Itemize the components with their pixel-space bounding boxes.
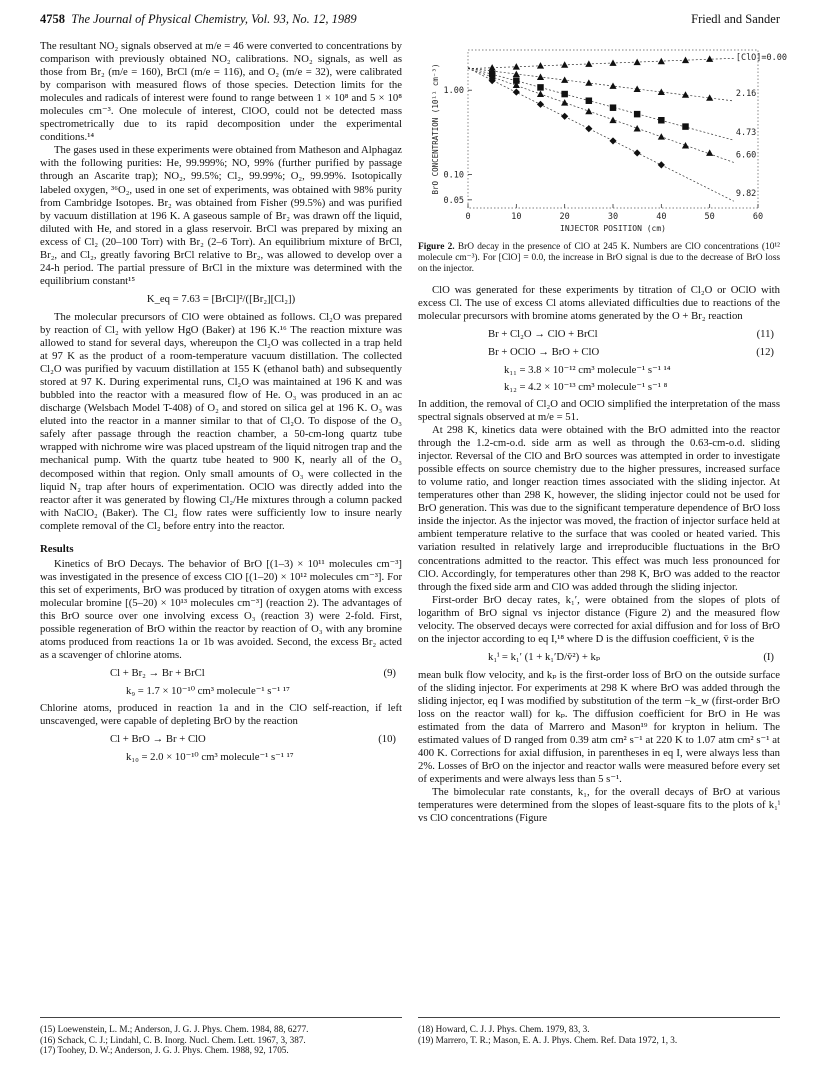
x-tick-label: 0: [465, 212, 471, 222]
fit-line: [468, 68, 734, 141]
series-label: 4.73: [735, 128, 757, 139]
series-label: 6.60: [735, 150, 757, 161]
paragraph-gases: The gases used in these experiments were obtained from Matheson and Alphagaz with the following purities: He, 99.999%; NO, 99% (further purified by passage through an Ascarite trap); NO₂, 99.5%; Cl₂, 99.99%; O₂, 99.99%. Isotopically labeled oxygen, ³⁶O₂, used in one set of experiments, was obtained with 98% purity from Cambridge Isotopes. Br₂ was obtained from Fisher (99.5%) and was purified by vacuum distillation at 196 K. A gaseous sample of Br₂ was drawn off the liquid, diluted with He, and stored in a glass reservoir. BrCl was prepared by mixing an excess of Cl₂ (20–100 Torr) with Br₂ (2–6 Torr). An equilibrium mixture of BrCl, Br₂, and Cl₂, greatly favoring BrCl relative to Br₂, was allowed to develop over a 24-h period. The partial pressure of BrCl in the mixture was determined with the equilibrium constant¹⁵: [40, 144, 402, 287]
data-point-diamond: [658, 161, 665, 168]
footnote-rule-left: [40, 1017, 402, 1018]
y-axis-label: BrO CONCENTRATION (10¹¹ cm⁻³): [431, 63, 440, 195]
equation-12: Br + OClO → BrO + ClO (12): [488, 345, 774, 358]
footnote: (17) Toohey, D. W.; Anderson, J. G. J. Phys. Chem. 1988, 92, 1705.: [40, 1045, 289, 1056]
data-point-triangle: [585, 108, 592, 114]
footnote: (19) Marrero, T. R.; Mason, E. A. J. Phys. Chem. Ref. Data 1972, 1, 3.: [418, 1034, 678, 1045]
data-point-triangle: [561, 76, 568, 82]
page-header: [40, 12, 780, 34]
paragraph-clo-generation: ClO was generated for these experiments by titration of Cl₂O or OClO with excess Cl. The use of excess Cl atoms alleviated difficulties due to reactions of the molecular precursors with bromine atoms generated by the O + Br₂ reaction: [418, 283, 780, 322]
data-point-triangle: [609, 117, 616, 123]
figure-caption: [418, 242, 780, 276]
data-point-diamond: [585, 125, 592, 132]
plot-frame: [468, 50, 758, 208]
data-point-triangle: [537, 90, 544, 96]
data-point-triangle: [585, 60, 592, 66]
series-2: [468, 68, 756, 141]
data-point-triangle: [513, 71, 520, 77]
results-heading: Results: [40, 542, 74, 555]
data-point-triangle: [634, 86, 641, 92]
footnotes-right: [418, 1024, 780, 1045]
running-authors: Friedl and Sander: [691, 12, 780, 26]
series-1: [468, 67, 756, 101]
bro-decay-chart: [418, 40, 788, 240]
data-point-square: [682, 123, 688, 129]
data-point-triangle: [561, 61, 568, 67]
data-point-square: [634, 111, 640, 117]
footnote: (16) Schack, C. J.; Lindahl, C. B. Inorg. Nucl. Chem. Lett. 1967, 3, 387.: [40, 1034, 306, 1045]
data-point-diamond: [561, 113, 568, 120]
paragraph-flow-velocity: mean bulk flow velocity, and kₚ is the first-order loss of BrO on the outside surface of the sliding injector. For experiments at 298 K where BrO was added through the sliding injector, eq I was modified by substitution of the term −k_w (first-order BrO loss on the reactor wall) for kₚ. The diffusion coefficient for BrO in He was estimated from the data of Marrero and Mason¹⁹ for krypton in helium. The estimated values of D ranged from 0.39 atm cm² s⁻¹ at 220 K to 1.07 atm cm² s⁻¹ at 400 K. Corrections for axial diffusion, in parentheses in eq I, were always less than 2%. Losses of BrO on the injector and reactor walls were measured before every set of experiments and were always less than 5 s⁻¹.: [418, 668, 780, 786]
right-column: [418, 40, 788, 825]
x-tick-label: 20: [559, 212, 570, 222]
paragraph-clo-precursors: The molecular precursors of ClO were obtained as follows. Cl₂O was prepared by reaction of Cl₂ with yellow HgO (Baker) at 196 K.¹⁶ The reaction mixture was allowed to stand for several days, whereupon the Cl₂O was collected in a trap held at 97 K as the product of a room-temperature vacuum distillation. The collected Cl₂O was purified by vacuum distillation at 155 K (ethanol bath) and subsequently stored at 97 K. During experimental runs, Cl₂O was maintained at 196 K and was bubbled into the reactor with a measured flow of He. O₃ was produced in an ac discharge (Welsbach Model T-408) of O₂ and stored on silica gel at 196 K. O₃ was eluted into the reactor in a manner similar to that of Cl₂O. To dispose of the O₃ safely after passage through the reaction chamber, a 50-cm-long quartz tube wrapped with nichrome wire was placed upstream of the liquid nitrogen trap and the mechanical pump. With the quartz tube heated to 900 K, nearly all of the O₃ decomposed within that region. Only small amounts of O₃ were collected in the liquid N₂ trap after hours of experimentation. OClO was directly added into the reactor after it was generated by flowing Cl₂/He mixtures through a column packed with NaClO₂ (Baker). The Cl₂ flow rates were sufficiently low to insure nearly complete removal of the Cl₂ before entry into the reactor.: [40, 310, 402, 532]
data-point-square: [537, 84, 543, 90]
rate-k10: k₁₀ = 2.0 × 10⁻¹⁰ cm³ molecule⁻¹ s⁻¹ ¹⁷: [126, 751, 294, 764]
data-point-square: [610, 104, 616, 110]
series-3: [468, 68, 756, 162]
equation-keq: K_eq = 7.63 = [BrCl]²/([Br₂][Cl₂]): [146, 292, 296, 305]
paragraph-bimolecular: The bimolecular rate constants, k₁, for the overall decays of BrO at various temperatures were determined from the slopes of least-square fits to the plots of k₁ⁱ vs ClO concentrations (Figure: [418, 786, 780, 825]
data-point-triangle: [609, 59, 616, 65]
data-point-diamond: [513, 88, 520, 95]
y-tick-label: 0.05: [443, 195, 464, 206]
paragraph-removal: In addition, the removal of Cl₂O and OClO simplified the interpretation of the mass spectral signals observed at m/e = 51.: [418, 397, 780, 423]
figure-2: [418, 40, 788, 240]
data-point-diamond: [609, 137, 616, 144]
y-tick-label: 1.00: [443, 86, 464, 97]
y-tick-label: 0.10: [443, 170, 464, 181]
series-label: 2.16: [735, 88, 757, 99]
data-point-triangle: [537, 74, 544, 80]
data-point-triangle: [634, 125, 641, 131]
x-axis-label: INJECTOR POSITION (cm): [560, 224, 666, 233]
data-point-triangle: [537, 62, 544, 68]
data-point-triangle: [513, 63, 520, 69]
equation-10: Cl + BrO → Br + ClO (10): [110, 733, 396, 746]
x-tick-label: 40: [656, 212, 667, 222]
data-point-diamond: [634, 149, 641, 156]
footnote-rule-right: [418, 1017, 780, 1018]
equation-9: Cl + Br₂ → Br + BrCl (9): [110, 667, 396, 680]
data-point-triangle: [634, 59, 641, 65]
rate-k9: k₉ = 1.7 × 10⁻¹⁰ cm³ molecule⁻¹ s⁻¹ ¹⁷: [126, 685, 290, 698]
left-column: [40, 40, 402, 768]
journal-title: The Journal of Physical Chemistry, Vol. 93, No. 12, 1989: [71, 12, 357, 26]
footnotes-left: [40, 1024, 402, 1056]
data-point-triangle: [561, 99, 568, 105]
series-label: 9.82: [735, 189, 757, 200]
paragraph-first-order: First-order BrO decay rates, k₁′, were obtained from the slopes of plots of logarithm of BrO signal vs injector distance (Figure 2) and the measured flow velocity. The observed decays were corrected for axial diffusion and for loss of BrO on the injector according to eq I,¹⁸ where D is the diffusion coefficient, v̄ is the: [418, 593, 780, 645]
caption-label: Figure 2.: [418, 242, 455, 252]
paragraph-no2-calibration: The resultant NO₂ signals observed at m/e = 46 were converted to concentrations by comparison with previously obtained NO₂ calibrations. NO₂ signals, as well as those from Br₂ (m/e = 160), BrCl (m/e = 116), and O₂ (m/e = 32), were calibrated by comparison with measured flows of those species. Detection limits for the molecules and radicals of interest were found to range between 1 × 10⁸ and 5 × 10⁸ molecules cm⁻³. One molecule of interest, ClOO, could not be detected mass spectrometrically due to its rapid decomposition under the experimental conditions.¹⁴: [40, 40, 402, 144]
data-point-triangle: [609, 82, 616, 88]
rate-k12: k₁₂ = 4.2 × 10⁻¹³ cm³ molecule⁻¹ s⁻¹ ⁸: [504, 380, 668, 393]
caption-text: BrO decay in the presence of ClO at 245 K. Numbers are ClO concentrations (10¹² molecule cm⁻³). For [ClO] = 0.0, the increase in BrO signal is due to the decrease of BrO loss on the injector.: [418, 242, 780, 275]
rate-k11: k₁₁ = 3.8 × 10⁻¹² cm³ molecule⁻¹ s⁻¹ ¹⁴: [504, 363, 671, 376]
x-tick-label: 50: [704, 212, 715, 222]
page-number: 4758: [40, 12, 65, 26]
paragraph-298k: At 298 K, kinetics data were obtained with the BrO admitted into the reactor through the 1.2-cm-o.d. side arm as well as through the 0.63-cm-o.d. sliding injector. Reversal of the ClO and BrO sources was attempted in order to investigate possible effects on source chemistry due to the higher pressures, increased surface to volume ratio, and longer reaction times associated with the sliding injector. At temperatures other than 298 K, however, the sliding injector could not be used for BrO generation. This was due to the significant temperature dependence of BrO loss inside the injector. As the injector was moved, the fraction of injector surface held at ambient temperature relative to the surface that was cooled or heated varied. This variation resulted in relatively large and irreproducible fluctuations in the BrO concentrations admitted to the reactor. This effect was much less pronounced for ClO. Accordingly, for temperatures other than 298 K, BrO was added to the reactor through the fixed side arm and ClO was added through the sliding injector.: [418, 424, 780, 593]
data-point-triangle: [706, 55, 713, 61]
x-tick-label: 10: [511, 212, 522, 222]
data-point-diamond: [537, 101, 544, 108]
footnote: (18) Howard, C. J. J. Phys. Chem. 1979, 83, 3.: [418, 1024, 590, 1034]
equation-11: Br + Cl₂O → ClO + BrCl (11): [488, 327, 774, 340]
paragraph-chlorine-atoms: Chlorine atoms, produced in reaction 1a and in the ClO self-reaction, if left unscavenged, were capable of depleting BrO by the reaction: [40, 702, 402, 728]
data-point-square: [658, 117, 664, 123]
equation-I: k₁ⁱ = k₁′ (1 + k₁′D/v̄²) + kₚ (I): [488, 650, 774, 663]
fit-line: [468, 68, 734, 162]
series-0: [468, 53, 787, 71]
paragraph-bro-decays: Kinetics of BrO Decays. The behavior of BrO [(1–3) × 10¹¹ molecules cm⁻³] was investigated in the presence of excess ClO [(1–20) × 10¹² molecules cm⁻³]. For this set of experiments, BrO was produced by titration of oxygen atoms with excess molecular bromine [(5–20) × 10¹³ molecules cm⁻³] (reaction 2). The advantages of this BrO source over one involving excess O₃ (reaction 3) were 2-fold. First, possible regeneration of BrO within the reactor by reaction of O₃ with any bromine atoms produced from reactions 1a or 1b was avoided. Second, the excess Br₂ acted as a scavenger of chlorine atoms.: [40, 557, 402, 662]
data-point-triangle: [585, 79, 592, 85]
x-tick-label: 60: [752, 212, 764, 222]
data-point-square: [561, 91, 567, 97]
series-label: [ClO]=0.00: [735, 53, 788, 63]
data-point-triangle: [658, 133, 665, 139]
fit-line: [468, 58, 734, 68]
footnote: (15) Loewenstein, L. M.; Anderson, J. G. J. Phys. Chem. 1984, 88, 6277.: [40, 1024, 309, 1034]
data-point-square: [586, 97, 592, 103]
x-tick-label: 30: [607, 212, 619, 222]
fit-line: [468, 68, 734, 101]
fit-line: [468, 68, 734, 201]
data-point-triangle: [706, 149, 713, 155]
data-point-triangle: [682, 142, 689, 148]
